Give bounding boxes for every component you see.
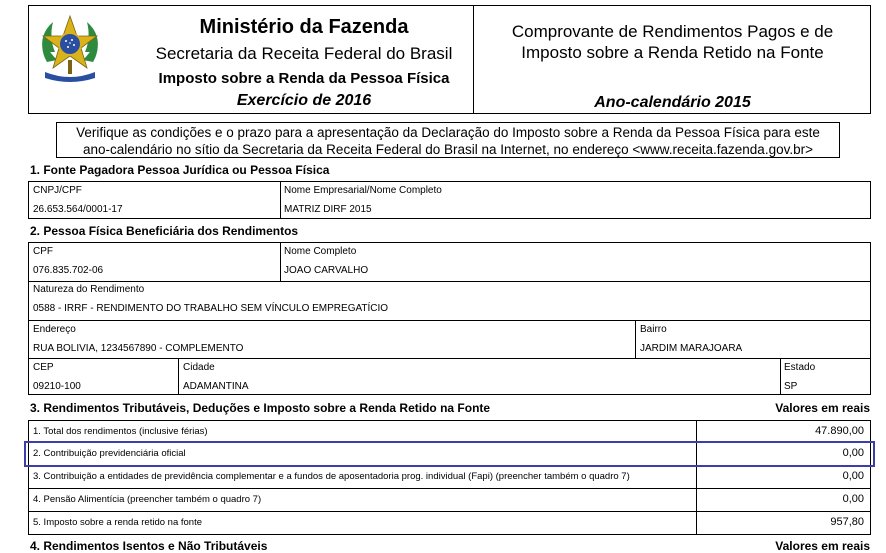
cnpj-value: 26.653.564/0001-17 [33,204,123,215]
divider [696,421,697,442]
address-label: Endereço [33,324,76,335]
beneficiary-name-label: Nome Completo [284,246,357,257]
beneficiary-name-value: JOAO CARVALHO [284,265,369,276]
divider [696,466,697,488]
divider [280,182,281,218]
cnpj-label: CNPJ/CPF [33,185,82,196]
section-3-values-header: Valores em reais [775,401,870,415]
section-4-values-header: Valores em reais [775,539,870,553]
divider [780,358,781,394]
state-value: SP [784,381,798,392]
income-nature-value: 0588 - IRRF - RENDIMENTO DO TRABALHO SEM VÍNCULO EMPREGATÍCIO [33,303,389,314]
header-right-box [474,5,871,114]
address-value: RUA BOLIVIA, 1234567890 - COMPLEMENTO [33,343,244,354]
city-label: Cidade [183,362,215,373]
income-row [28,512,871,535]
section-1-grid [28,181,871,219]
exercise-year: Exercício de 2016 [236,92,372,109]
income-row [28,420,871,443]
divider [29,320,870,321]
secretariat-title: Secretaria da Receita Federal do Brasil [155,44,453,63]
income-nature-label: Natureza do Rendimento [33,284,145,295]
divider [178,358,179,394]
cep-value: 09210-100 [33,381,81,392]
income-row-value: 0,00 [842,493,864,505]
document-title-line-2: Imposto sobre a Renda Retido na Fonte [521,43,824,62]
state-label: Estado [784,362,816,373]
notice-line-1: Verifique as condições e o prazo para a apresentação da Declaração do Imposto sobre a Renda da Pessoa Física para este [76,125,820,140]
section-1-title: 1. Fonte Pagadora Pessoa Jurídica ou Pessoa Física [30,163,330,177]
divider [696,489,697,511]
ministry-title: Ministério da Fazenda [199,16,409,38]
income-row [28,489,871,512]
company-name-label: Nome Empresarial/Nome Completo [284,185,442,196]
cpf-value: 076.835.702-06 [33,265,104,276]
income-row-value: 0,00 [842,470,864,482]
income-row-label: 4. Pensão Alimentícia (preencher também o quadro 7) [33,494,262,505]
income-row-value: 47.890,00 [815,425,864,437]
district-value: JARDIM MARAJOARA [640,343,743,354]
income-row-label: 3. Contribuição a entidades de previdência complementar e a fundos de aposentadoria prog. individual (Fapi) (preencher também o quadro 7) [33,471,630,482]
income-row-label: 2. Contribuição previdenciária oficial [33,448,186,459]
notice-line-2: ano-calendário no sítio da Secretaria da Receita Federal do Brasil na Internet, no endereço <www.receita.fazenda.gov.br> [83,142,813,157]
divider [635,320,636,358]
section-3-title: 3. Rendimentos Tributáveis, Deduções e Imposto sobre a Renda Retido na Fonte [30,401,491,415]
cpf-label: CPF [33,246,53,257]
income-row-label: 5. Imposto sobre a renda retido na fonte [33,517,202,528]
coat-of-arms-icon [37,12,103,86]
company-name-value: MATRIZ DIRF 2015 [284,204,372,215]
divider [280,243,281,281]
income-row-value: 0,00 [842,447,864,459]
section-2-title: 2. Pessoa Física Beneficiária dos Rendimentos [30,224,299,238]
divider [29,281,870,282]
calendar-year: Ano-calendário 2015 [594,94,751,111]
income-row-label: 1. Total dos rendimentos (inclusive férias) [33,426,208,437]
tax-name: Imposto sobre a Renda da Pessoa Física [158,70,450,87]
document-title [474,21,871,63]
section-2-grid [28,242,871,395]
cep-label: CEP [33,362,54,373]
income-row-value: 957,80 [830,516,864,528]
notice-box [56,122,840,158]
section-4-title: 4. Rendimentos Isentos e Não Tributáveis [30,539,268,553]
document-title-line-1: Comprovante de Rendimentos Pagos e de [511,22,834,41]
income-row [28,466,871,489]
city-value: ADAMANTINA [183,381,249,392]
district-label: Bairro [640,324,667,335]
divider [29,358,870,359]
divider [696,512,697,534]
selection-highlight [24,441,875,467]
